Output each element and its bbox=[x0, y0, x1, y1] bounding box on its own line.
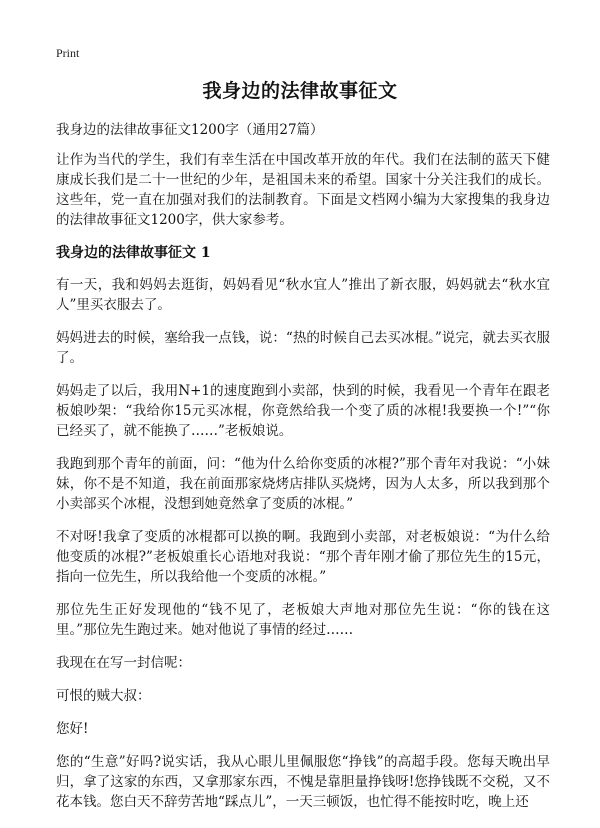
document-body bbox=[56, 120, 550, 825]
document-title: 我身边的法律故事征文 bbox=[202, 80, 398, 102]
paragraph: 妈妈走了以后，我用N+1的速度跑到小卖部，快到的时候，我看见一个青年在跟老板娘吵架：“我给你15元买冰棍，你竟然给我一个变了质的冰棍!我要换一个!”“你已经买了，就不能换了……”老板娘说。 bbox=[56, 383, 550, 439]
paragraph: 有一天，我和妈妈去逛街，妈妈看见“秋水宜人”推出了新衣服，妈妈就去“秋水宜人”里买衣服去了。 bbox=[56, 277, 550, 313]
paragraph: 那位先生正好发现他的“钱不见了，老板娘大声地对那位先生说：“你的钱在这里。”那位先生跑过来。她对他说了事情的经过…… bbox=[56, 602, 550, 638]
paragraph: 我跑到那个青年的前面，问：“他为什么给你变质的冰棍?”那个青年对我说：“小妹妹，你不是不知道，我在前面那家烧烤店排队买烧烤，因为人太多，所以我到那个小卖部买个冰棍，没想到她竟然拿了变质的冰棍。” bbox=[56, 456, 550, 512]
section-heading: 我身边的法律故事征文 1 bbox=[56, 245, 211, 261]
document-subtitle: 我身边的法律故事征文1200字（通用27篇） bbox=[56, 122, 324, 138]
paragraph: 可恨的贼大叔： bbox=[56, 688, 151, 704]
paragraph: 您好! bbox=[56, 721, 89, 737]
intro-paragraph: 让作为当代的学生，我们有幸生活在中国改革开放的年代。我们在法制的蓝天下健康成长我们是二十一世纪的少年，是祖国未来的希望。国家十分关注我们的成长。这些年，党一直在加强对我们的法制教育。下面是文档网小编为大家搜集的我身边的法律故事征文1200字，供大家参考。 bbox=[56, 152, 550, 228]
paragraph: 您的“生意”好吗?说实话，我从心眼儿里佩服您“挣钱”的高超手段。您每天晚出早归，拿了这家的东西，又拿那家东西，不愧是靠胆量挣钱呀!您挣钱既不交税，又不花本钱。您白天不辞劳苦地“踩点儿”，一天三顿饭，也忙得不能按时吃，晚上还 bbox=[56, 754, 550, 810]
paragraph: 不对呀!我拿了变质的冰棍都可以换的啊。我跑到小卖部，对老板娘说：“为什么给他变质的冰棍?”老板娘重长心语地对我说：“那个青年刚才偷了那位先生的15元，指向一位先生，所以我给他一个变质的冰棍。” bbox=[56, 529, 550, 585]
print-link[interactable]: Print bbox=[56, 46, 80, 60]
paragraph: 我现在在写一封信呢： bbox=[56, 655, 191, 671]
paragraph: 妈妈进去的时候，塞给我一点钱，说：“热的时候自己去买冰棍。”说完，就去买衣服了。 bbox=[56, 330, 550, 366]
